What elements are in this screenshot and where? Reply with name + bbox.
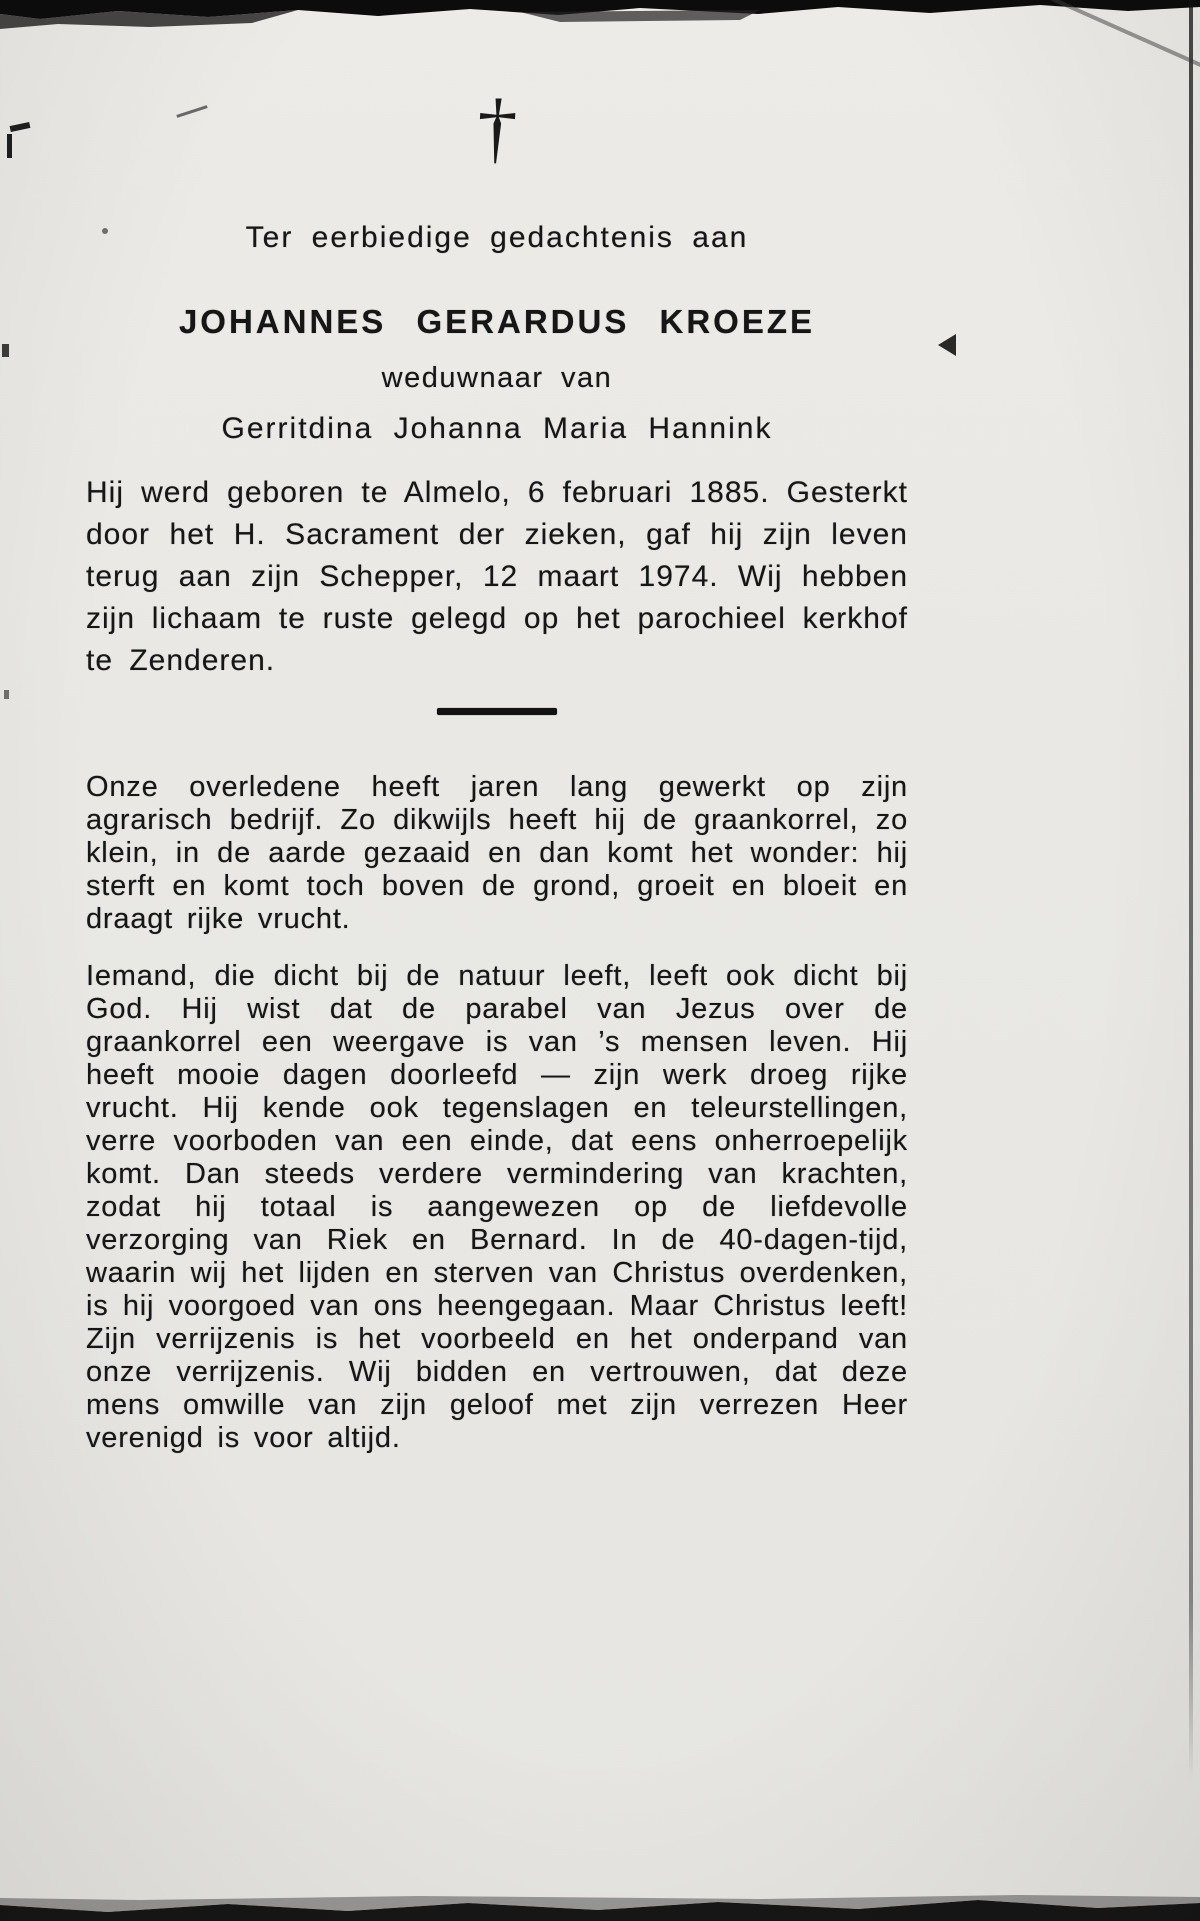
scan-speck bbox=[7, 134, 12, 158]
memorial-paragraph-2: Iemand, die dicht bij de natuur leeft, leeft ook dicht bij God. Hij wist dat de parabel van Jezus over de graankorrel een weergave is van ’s mensen leven. Hij heeft mooie dagen doorleefd — zijn werk droeg rijke vrucht. Hij kende ook tegenslagen en teleurstellingen, verre voorboden van een einde, dat eens onherroepelijk komt. Dan steeds verdere vermindering van krachten, zodat hij totaal is aangewezen op de liefdevolle verzorging van Riek en Bernard. In de 40-dagen-tijd, waarin wij het lijden en sterven van Christus overdenken, is hij voorgoed van ons heengegaan. Maar Christus leeft! Zijn verrijzenis is het voorbeeld en het onderpand van onze verrijzenis. Wij bidden en vertrouwen, dat deze mens omwille van zijn geloof met zijn verrezen Heer verenigd is voor altijd. bbox=[86, 960, 908, 1454]
scan-edge-right bbox=[1189, 0, 1193, 1780]
deceased-name: JOHANNES GERARDUS KROEZE bbox=[178, 303, 816, 340]
cross-icon: † bbox=[474, 84, 520, 172]
scan-edge-bottom bbox=[0, 1887, 1200, 1921]
spouse-name: Gerritdina Johanna Maria Hannink bbox=[221, 412, 773, 445]
card-content bbox=[86, 0, 908, 1455]
section-divider bbox=[437, 708, 557, 715]
scan-speck bbox=[4, 690, 9, 699]
scan-speck bbox=[2, 344, 9, 357]
relation-line: weduwnaar van bbox=[381, 362, 613, 394]
dedication-line: Ter eerbiedige gedachtenis aan bbox=[245, 221, 749, 254]
scan-notch bbox=[938, 334, 956, 356]
memorial-paragraph-1: Onze overledene heeft jaren lang gewerkt op zijn agrarisch bedrijf. Zo dikwijls heeft hij de graankorrel, zo klein, in de aarde gezaaid en dan komt het wonder: hij sterft en komt toch boven de grond, groeit en bloeit en draagt rijke vrucht. bbox=[86, 771, 908, 935]
scan-speck bbox=[10, 122, 31, 132]
life-dates-paragraph: Hij werd geboren te Almelo, 6 februari 1885. Gesterkt door het H. Sacrament der zieken, gaf hij zijn leven terug aan zijn Schepper, 12 maart 1974. Wij hebben zijn lichaam te ruste gelegd op het parochieel kerkhof te Zenderen. bbox=[86, 476, 908, 677]
